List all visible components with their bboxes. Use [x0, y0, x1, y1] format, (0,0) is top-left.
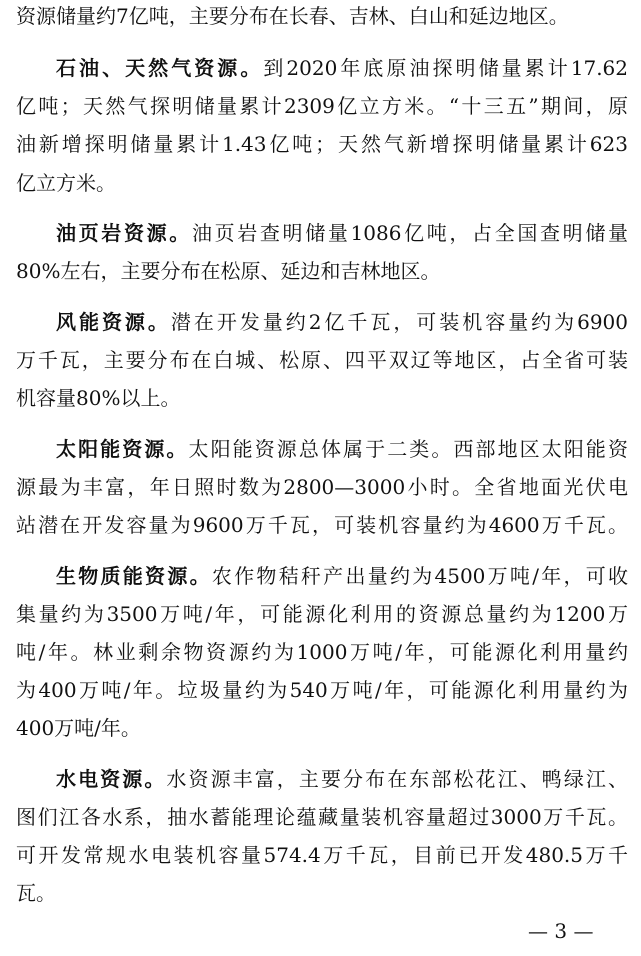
section-heading-wind: 风能资源。 — [56, 310, 171, 334]
section-heading-oil-shale: 油页岩资源。 — [56, 221, 192, 245]
text-line: 集量约为3500万吨/年，可能源化利用的资源总量约为1200万 — [16, 602, 628, 626]
section-start-wind: 风能资源。潜在开发量约2亿千瓦，可装机容量约为6900 — [56, 310, 629, 334]
text-line: 油新增探明储量累计1.43亿吨；天然气新增探明储量累计623 — [16, 132, 628, 156]
text-line: 可开发常规水电装机容量574.4万千瓦，目前已开发480.5万千 — [16, 843, 628, 867]
section-heading-solar: 太阳能资源。 — [56, 437, 189, 461]
section-heading-oil-gas: 石油、天然气资源。 — [56, 56, 264, 80]
text-line: 400万吨/年。 — [16, 716, 141, 740]
text-line: 瓦。 — [16, 881, 56, 905]
text-line: 80%左右，主要分布在松原、延边和吉林地区。 — [16, 259, 441, 283]
text-line: 站潜在开发容量为9600万千瓦，可装机容量约为4600万千瓦。 — [16, 513, 628, 537]
section-start-oil-shale: 油页岩资源。油页岩查明储量1086亿吨，占全国查明储量 — [56, 221, 628, 245]
text-line: 图们江各水系，抽水蓄能理论蕴藏量装机容量超过3000万千瓦。 — [16, 805, 628, 829]
section-start-hydro: 水电资源。水资源丰富，主要分布在东部松花江、鸭绿江、 — [56, 767, 629, 791]
text-line: 亿立方米。 — [16, 171, 116, 195]
text-line: 亿吨；天然气探明储量累计2309亿立方米。“十三五”期间，原 — [16, 94, 628, 118]
section-start-solar: 太阳能资源。太阳能资源总体属于二类。西部地区太阳能资 — [56, 437, 629, 461]
section-heading-hydro: 水电资源。 — [56, 767, 167, 791]
section-start-oil-gas: 石油、天然气资源。到2020年底原油探明储量累计17.62 — [56, 56, 629, 80]
page-number: — 3 — — [528, 919, 594, 943]
text-line: 机容量80%以上。 — [16, 386, 181, 410]
section-start-biomass: 生物质能资源。农作物秸秆产出量约为4500万吨/年，可收 — [56, 564, 629, 588]
text-line: 资源储量约7亿吨，主要分布在长春、吉林、白山和延边地区。 — [16, 4, 569, 28]
text-line: 为400万吨/年。垃圾量约为540万吨/年，可能源化利用量约为 — [16, 678, 628, 702]
text-line: 万千瓦，主要分布在白城、松原、四平双辽等地区，占全省可装 — [16, 348, 628, 372]
text-line: 源最为丰富，年日照时数为2800—3000小时。全省地面光伏电 — [16, 475, 628, 499]
text-line: 吨/年。林业剩余物资源约为1000万吨/年，可能源化利用量约 — [16, 640, 628, 664]
section-heading-biomass: 生物质能资源。 — [56, 564, 212, 588]
